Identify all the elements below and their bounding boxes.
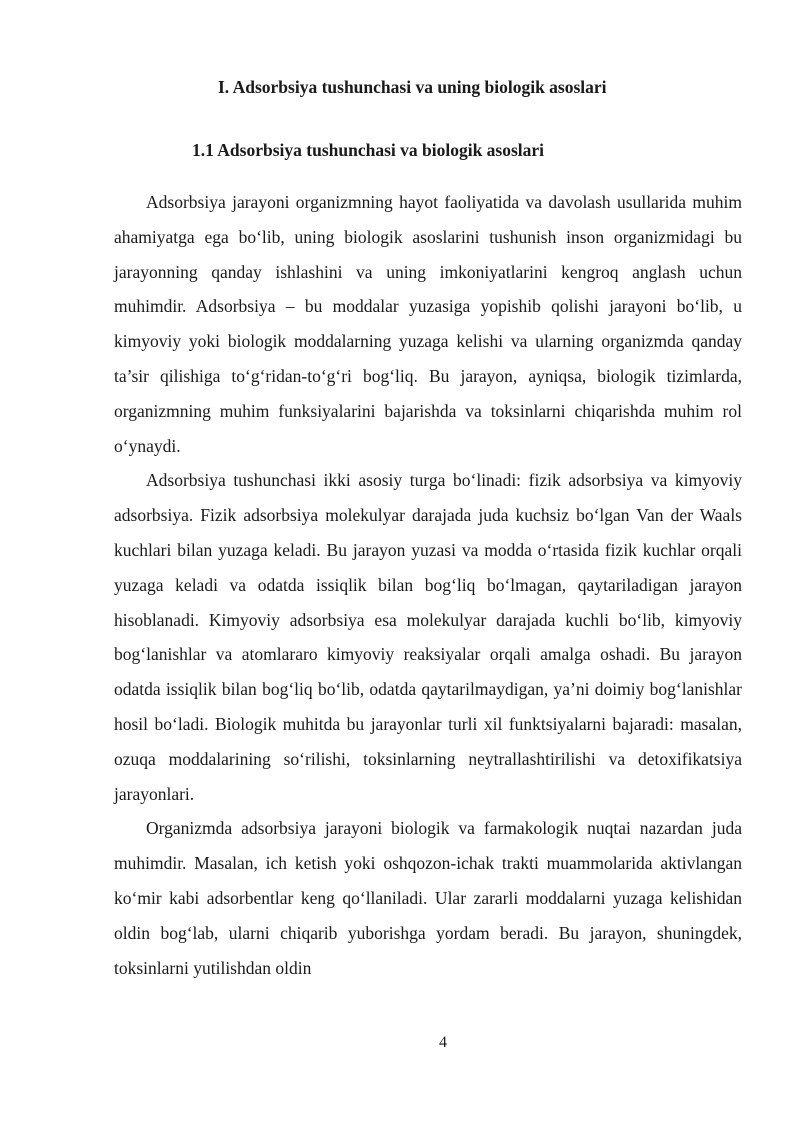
section-heading: 1.1 Adsorbsiya tushunchasi va biologik asoslari: [192, 140, 545, 160]
page-number: 4: [439, 1034, 447, 1051]
chapter-heading: I. Adsorbsiya tushunchasi va uning biologik asoslari: [218, 77, 607, 97]
paragraph-3: Organizmda adsorbsiya jarayoni biologik va farmakologik nuqtai nazardan juda muhimdir. Masalan, ich ketish yoki oshqozon-ichak trakti muammolarida aktivlangan ko‘mir kabi adsorbentlar keng qo‘llaniladi. Ular zararli moddalarni yuzaga kelishidan oldin bog‘lab, ularni chiqarib yuborishga yordam beradi. Bu jarayon, shuningdek, toksinlarni yutilishdan oldin: [114, 818, 742, 978]
paragraph-1: Adsorbsiya jarayoni organizmning hayot faoliyatida va davolash usullarida muhim ahamiyatga ega bo‘lib, uning biologik asoslarini tushunish inson organizmidagi bu jarayonning qanday ishlashini va uning imkoniyatlarini kengroq anglash uchun muhimdir. Adsorbsiya – bu moddalar yuzasiga yopishib qolishi jarayoni bo‘lib, u kimyoviy yoki biologik moddalarning yuzaga kelishi va ularning organizmda qanday ta’sir qilishiga to‘g‘ridan-to‘g‘ri bog‘liq. Bu jarayon, ayniqsa, biologik tizimlarda, organizmning muhim funksiyalarini bajarishda va toksinlarni chiqarishda muhim rol o‘ynaydi.: [114, 192, 742, 456]
body-text: [114, 185, 742, 985]
paragraph-2: Adsorbsiya tushunchasi ikki asosiy turga bo‘linadi: fizik adsorbsiya va kimyoviy adsorbsiya. Fizik adsorbsiya molekulyar darajada juda kuchsiz bo‘lgan Van der Waals kuchlari bilan yuzaga keladi. Bu jarayon yuzasi va modda o‘rtasida fizik kuchlar orqali yuzaga keladi va odatda issiqlik bilan bog‘liq bo‘lmagan, qaytariladigan jarayon hisoblanadi. Kimyoviy adsorbsiya esa molekulyar darajada kuchli bo‘lib, kimyoviy bog‘lanishlar va atomlararo kimyoviy reaksiyalar orqali amalga oshadi. Bu jarayon odatda issiqlik bilan bog‘liq bo‘lib, odatda qaytarilmaydigan, ya’ni doimiy bog‘lanishlar hosil bo‘ladi. Biologik muhitda bu jarayonlar turli xil funktsiyalarni bajaradi: masalan, ozuqa moddalarining so‘rilishi, toksinlarning neytrallashtirilishi va detoxifikatsiya jarayonlari.: [114, 470, 742, 804]
